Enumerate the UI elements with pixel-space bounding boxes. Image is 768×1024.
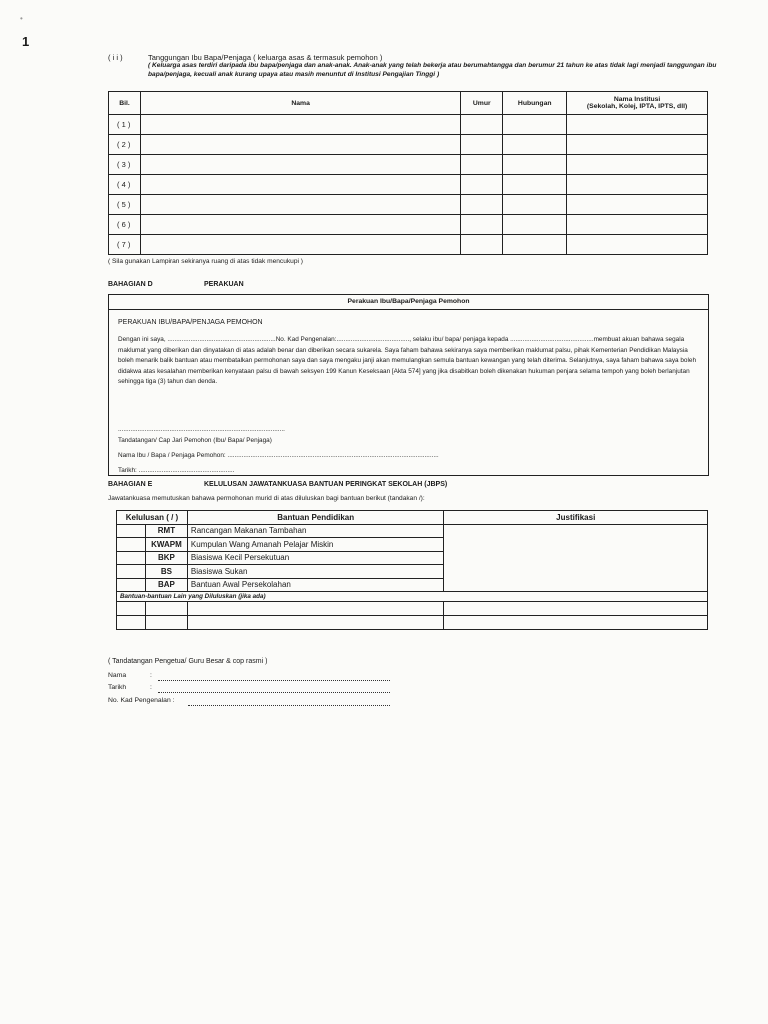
sig-name-colon: :	[150, 672, 152, 679]
age-cell[interactable]	[461, 235, 503, 255]
aid-name: Bantuan Awal Persekolahan	[187, 578, 444, 592]
sig-name-line[interactable]	[158, 680, 390, 681]
table-row	[109, 155, 708, 175]
relation-cell[interactable]	[503, 195, 567, 215]
col-institusi-title: Nama Institusi	[613, 96, 661, 103]
approval-check-cell[interactable]	[117, 565, 146, 579]
name-cell[interactable]	[140, 115, 460, 135]
aid-name-cell[interactable]	[187, 602, 444, 616]
approval-check-cell[interactable]	[117, 578, 146, 592]
col-justifikasi: Justifikasi	[444, 511, 708, 525]
aid-code: KWAPM	[145, 538, 187, 552]
row-number: ( 5 )	[109, 195, 141, 215]
aid-code-cell[interactable]	[145, 616, 187, 630]
scan-mark: •	[20, 14, 23, 23]
row-number: ( 7 )	[109, 235, 141, 255]
declaration-box-title: Perakuan Ibu/Bapa/Penjaga Pemohon	[109, 295, 708, 310]
section-ii-title: Tanggungan Ibu Bapa/Penjaga ( keluarga asas & termasuk pemohon )	[148, 53, 383, 62]
table-row	[109, 115, 708, 135]
row-number: ( 4 )	[109, 175, 141, 195]
approval-check-cell[interactable]	[117, 616, 146, 630]
justification-cell[interactable]	[444, 602, 708, 616]
table-row	[109, 235, 708, 255]
institution-cell[interactable]	[567, 115, 708, 135]
aid-code: BAP	[145, 578, 187, 592]
section-ii-label: ( i i )	[108, 53, 123, 62]
name-cell[interactable]	[140, 155, 460, 175]
sig-date-colon: :	[150, 684, 152, 691]
age-cell[interactable]	[461, 115, 503, 135]
col-nama: Nama	[140, 92, 460, 115]
principal-signature-title: ( Tandatangan Pengetua/ Guru Besar & cop rasmi )	[108, 658, 268, 665]
relation-cell[interactable]	[503, 175, 567, 195]
institution-cell[interactable]	[567, 195, 708, 215]
section-e-title: KELULUSAN JAWATANKUASA BANTUAN PERINGKAT SEKOLAH (JBPS)	[204, 481, 448, 488]
name-cell[interactable]	[140, 235, 460, 255]
age-cell[interactable]	[461, 155, 503, 175]
relation-cell[interactable]	[503, 155, 567, 175]
declaration-box	[108, 294, 709, 476]
approval-check-cell[interactable]	[117, 551, 146, 565]
justification-cell[interactable]	[444, 616, 708, 630]
aid-name: Biasiswa Sukan	[187, 565, 444, 579]
relation-cell[interactable]	[503, 115, 567, 135]
age-cell[interactable]	[461, 175, 503, 195]
aid-name: Rancangan Makanan Tambahan	[187, 524, 444, 538]
sig-date-row	[108, 684, 152, 691]
aid-name: Kumpulan Wang Amanah Pelajar Miskin	[187, 538, 444, 552]
sig-ic-label: No. Kad Pengenalan	[108, 697, 171, 704]
row-number: ( 1 )	[109, 115, 141, 135]
table-row	[109, 215, 708, 235]
age-cell[interactable]	[461, 135, 503, 155]
approval-check-cell[interactable]	[117, 538, 146, 552]
table-row	[109, 195, 708, 215]
relation-cell[interactable]	[503, 135, 567, 155]
aid-name: Biasiswa Kecil Persekutuan	[187, 551, 444, 565]
table-footnote: ( Sila gunakan Lampiran sekiranya ruang di atas tidak mencukupi )	[108, 258, 303, 265]
section-e-label: BAHAGIAN E	[108, 481, 153, 488]
sig-ic-line[interactable]	[188, 705, 390, 706]
dependents-table	[108, 91, 708, 255]
col-kelulusan: Kelulusan ( / )	[117, 511, 188, 525]
institution-cell[interactable]	[567, 175, 708, 195]
approval-check-cell[interactable]	[117, 524, 146, 538]
age-cell[interactable]	[461, 215, 503, 235]
row-number: ( 2 )	[109, 135, 141, 155]
sig-ic-colon: :	[172, 697, 175, 704]
institution-cell[interactable]	[567, 155, 708, 175]
col-bil: Bil.	[109, 92, 141, 115]
aid-code: BS	[145, 565, 187, 579]
col-institusi-sub: (Sekolah, Kolej, IPTA, IPTS, dll)	[586, 103, 688, 110]
parent-name-field[interactable]: Nama Ibu / Bapa / Penjaga Pemohon: .......................................................................................................................	[118, 452, 439, 459]
signature-line[interactable]: ..............................................................................................	[118, 426, 285, 433]
section-ii-note: ( Keluarga asas terdiri daripada ibu bapa/penjaga dan anak-anak. Anak-anak yang telah bekerja atau berumahtangga dan berumur 21 tahun ke atas tidak lagi menjadi tanggungan ibu bapa/penjaga, kecuali anak kurang upaya atau masih menuntut di Institusi Pengajian Tinggi )	[148, 62, 717, 78]
page-number: 1	[22, 34, 30, 49]
name-cell[interactable]	[140, 135, 460, 155]
institution-cell[interactable]	[567, 235, 708, 255]
table-row	[109, 135, 708, 155]
col-institusi	[567, 92, 708, 115]
name-cell[interactable]	[140, 175, 460, 195]
other-aid-label: Bantuan-bantuan Lain yang Diluluskan (jika ada)	[117, 592, 708, 602]
col-bantuan: Bantuan Pendidikan	[187, 511, 444, 525]
section-d-title: PERAKUAN	[204, 281, 244, 288]
row-number: ( 3 )	[109, 155, 141, 175]
declaration-date-field[interactable]: Tarikh: ......................................................	[118, 467, 235, 474]
sig-name-row	[108, 672, 152, 679]
table-row	[109, 175, 708, 195]
institution-cell[interactable]	[567, 135, 708, 155]
section-d-heading	[108, 281, 244, 288]
declaration-subtitle: PERAKUAN IBU/BAPA/PENJAGA PEMOHON	[118, 319, 263, 326]
name-cell[interactable]	[140, 215, 460, 235]
sig-date-line[interactable]	[158, 692, 390, 693]
row-number: ( 6 )	[109, 215, 141, 235]
declaration-paragraph: Dengan ini saya, .............................................................No. Kad Pengenalan:........................................., selaku ibu/ bapa/ penjaga kepada ...............................................membuat akuan bahawa segala maklumat yang diberikan dan dinyatakan di atas adalah benar dan diberikan secara sukarela. Saya faham bahawa sekiranya saya memberikan maklumat palsu, pihak Kementerian Pendidikan Malaysia boleh menarik balik bantuan atau membatalkan permohonan saya dan saya mengaku janji akan memulangkan semula bantuan kewangan yang telah diterima. Selanjutnya, saya faham bahawa saya boleh didakwa atas kesalahan memberikan kenyataan palsu di bawah seksyen 199 Kanun Keseksaan [Akta 574] yang jika disabitkan boleh dikenakan hukuman penjara selama tempoh yang boleh berlanjutan sehingga tiga (3) tahun dan denda.	[118, 336, 697, 385]
age-cell[interactable]	[461, 195, 503, 215]
justification-cell[interactable]	[444, 524, 708, 592]
sig-ic-row	[108, 697, 175, 704]
table-row	[117, 524, 708, 538]
approval-table	[116, 510, 708, 630]
sig-name-label: Nama	[108, 672, 127, 679]
col-hubungan: Hubungan	[503, 92, 567, 115]
institution-cell[interactable]	[567, 215, 708, 235]
aid-code-cell[interactable]	[145, 602, 187, 616]
aid-code: BKP	[145, 551, 187, 565]
section-e-heading	[108, 481, 447, 488]
table-row	[117, 602, 708, 616]
relation-cell[interactable]	[503, 235, 567, 255]
section-d-label: BAHAGIAN D	[108, 281, 153, 288]
table-row	[117, 616, 708, 630]
relation-cell[interactable]	[503, 215, 567, 235]
signature-label: Tandatangan/ Cap Jari Pemohon (Ibu/ Bapa/ Penjaga)	[118, 437, 272, 444]
aid-name-cell[interactable]	[187, 616, 444, 630]
name-cell[interactable]	[140, 195, 460, 215]
col-umur: Umur	[461, 92, 503, 115]
section-e-instruction: Jawatankuasa memutuskan bahawa permohonan murid di atas diluluskan bagi bantuan berikut (tandakan /):	[108, 495, 425, 502]
sig-date-label: Tarikh	[108, 684, 127, 691]
approval-check-cell[interactable]	[117, 602, 146, 616]
aid-code: RMT	[145, 524, 187, 538]
